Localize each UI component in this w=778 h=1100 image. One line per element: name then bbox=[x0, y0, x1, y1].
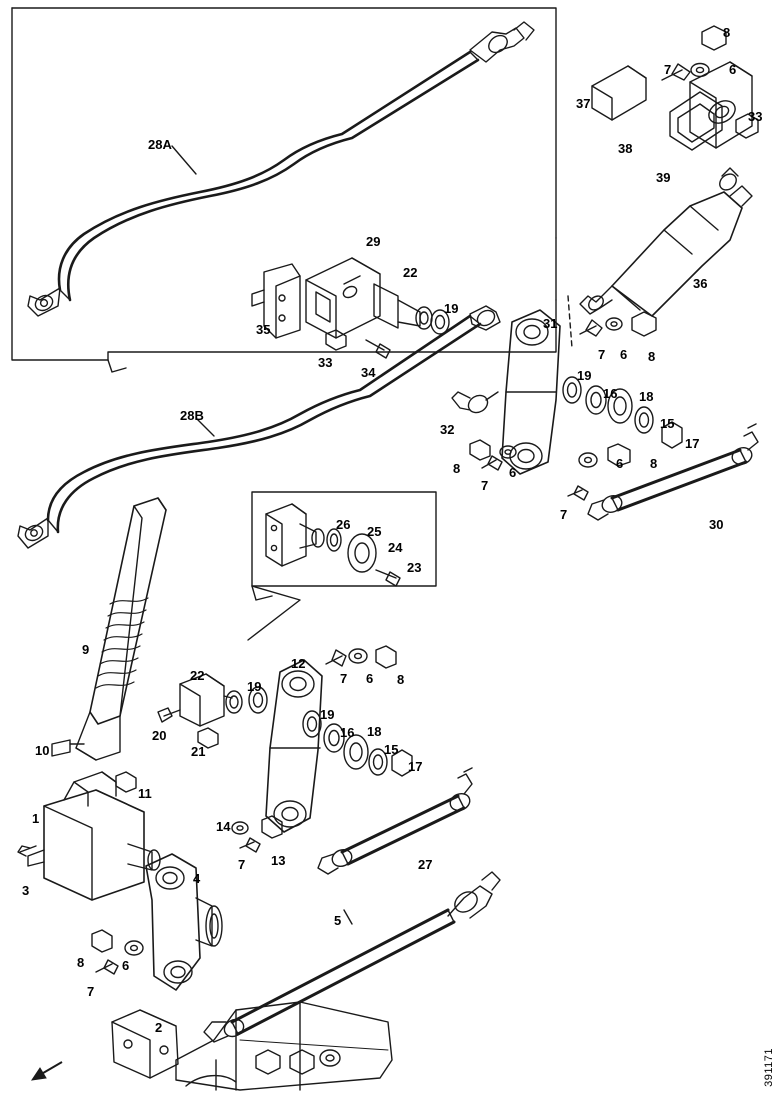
callout-5: 5 bbox=[334, 913, 342, 928]
leader-5 bbox=[344, 910, 352, 924]
callout-19-a: 19 bbox=[444, 301, 459, 316]
part-19-bearing-d bbox=[303, 711, 321, 737]
part-12-bellcrank bbox=[266, 660, 322, 832]
part-7-bolt-g bbox=[326, 650, 346, 666]
part-7-bolt-h bbox=[240, 838, 260, 852]
callout-10: 10 bbox=[35, 743, 50, 758]
callout-26: 26 bbox=[336, 517, 351, 532]
callout-6-c: 6 bbox=[509, 465, 517, 480]
part-6-washer-cyl bbox=[606, 318, 622, 330]
part-7-bolt-cyl bbox=[580, 320, 602, 336]
part-11-nut bbox=[116, 772, 136, 792]
part-28b-drag-link bbox=[18, 306, 500, 548]
part-6-washer-f bbox=[125, 941, 143, 955]
part-34-bolt-a bbox=[366, 340, 390, 358]
callout-6-e: 6 bbox=[366, 671, 374, 686]
callout-7-e: 7 bbox=[340, 671, 348, 686]
callout-27: 27 bbox=[418, 857, 433, 872]
callout-7-b: 7 bbox=[598, 347, 606, 362]
callout-30: 30 bbox=[709, 517, 724, 532]
callout-33-a: 33 bbox=[748, 109, 763, 124]
part-2-frame bbox=[112, 1002, 392, 1090]
callout-8-e: 8 bbox=[397, 672, 405, 687]
part-8-nut-c bbox=[470, 440, 490, 460]
callout-16-a: 16 bbox=[603, 386, 618, 401]
part-6-washer-g bbox=[349, 649, 367, 663]
part-15-ring-b bbox=[635, 407, 653, 433]
callout-7-c: 7 bbox=[481, 478, 489, 493]
callout-8-f: 8 bbox=[77, 955, 85, 970]
part-8-nut-cyl bbox=[632, 312, 656, 336]
callout-13: 13 bbox=[271, 853, 286, 868]
callout-32: 32 bbox=[440, 422, 455, 437]
callout-31: 31 bbox=[543, 316, 558, 331]
callout-19-d: 19 bbox=[320, 707, 335, 722]
part-4-pitman-arm bbox=[146, 854, 222, 990]
figure-code: 391171 bbox=[763, 1048, 775, 1087]
callout-6-a: 6 bbox=[729, 62, 737, 77]
part-7-bolt-f bbox=[96, 960, 118, 974]
callout-9: 9 bbox=[82, 642, 90, 657]
part-23-bolt bbox=[376, 570, 400, 586]
callout-24: 24 bbox=[388, 540, 403, 555]
callout-19-c: 19 bbox=[247, 679, 262, 694]
callout-25: 25 bbox=[367, 524, 382, 539]
callout-23: 23 bbox=[407, 560, 422, 575]
callout-11: 11 bbox=[138, 786, 152, 801]
part-9-steering-column bbox=[76, 498, 166, 760]
part-38-gasket bbox=[670, 92, 722, 150]
callout-17-b: 17 bbox=[408, 759, 423, 774]
part-24-disc bbox=[348, 534, 376, 572]
callout-17-a: 17 bbox=[685, 436, 700, 451]
callout-15-b: 15 bbox=[384, 742, 399, 757]
callout-14: 14 bbox=[216, 819, 231, 834]
callout-29: 29 bbox=[366, 234, 381, 249]
callout-39: 39 bbox=[656, 170, 671, 185]
callout-19-b: 19 bbox=[577, 368, 592, 383]
part-8-nut-g bbox=[376, 646, 396, 668]
callout-12: 12 bbox=[291, 656, 306, 671]
callout-7-f: 7 bbox=[238, 857, 246, 872]
inset-pointer-a bbox=[108, 360, 126, 372]
part-29-housing bbox=[306, 258, 380, 338]
part-36-cylinder bbox=[580, 168, 752, 316]
callout-34: 34 bbox=[361, 365, 376, 380]
leader-28a bbox=[172, 146, 196, 174]
callout-18-b: 18 bbox=[367, 724, 382, 739]
part-5-drag-link bbox=[204, 872, 500, 1042]
part-10-fitting bbox=[52, 740, 84, 756]
callout-18-a: 18 bbox=[639, 389, 654, 404]
part-6-washer-top bbox=[691, 64, 709, 77]
callout-8-c: 8 bbox=[453, 461, 461, 476]
part-37-bracket bbox=[592, 66, 646, 120]
callout-28B: 28B bbox=[180, 408, 204, 423]
callout-36: 36 bbox=[693, 276, 708, 291]
callout-8-b: 8 bbox=[648, 349, 656, 364]
part-28a-drag-link bbox=[28, 22, 534, 316]
callout-4: 4 bbox=[193, 871, 201, 886]
callout-8-a: 8 bbox=[723, 25, 731, 40]
callout-33-b: 33 bbox=[318, 355, 333, 370]
part-14-washer bbox=[232, 822, 248, 834]
callout-7-d: 7 bbox=[560, 507, 568, 522]
callout-37: 37 bbox=[576, 96, 591, 111]
callout-7-g: 7 bbox=[87, 984, 95, 999]
part-25-seal bbox=[327, 529, 341, 551]
part-18-washer-e bbox=[344, 735, 368, 769]
part-8-nut-f bbox=[92, 930, 112, 952]
part-6-washer-d bbox=[579, 453, 597, 467]
callout-20: 20 bbox=[152, 728, 167, 743]
callout-7-a: 7 bbox=[664, 62, 672, 77]
part-27-tie-rod bbox=[318, 768, 472, 874]
part-30-tie-rod bbox=[588, 424, 758, 520]
callout-6-f: 6 bbox=[122, 958, 130, 973]
callout-15-a: 15 bbox=[660, 416, 675, 431]
part-31-bellcrank bbox=[502, 310, 560, 474]
callout-6-b: 6 bbox=[620, 347, 628, 362]
assembly-axis-36 bbox=[568, 296, 572, 348]
callout-38: 38 bbox=[618, 141, 633, 156]
callout-28A: 28A bbox=[148, 137, 172, 152]
callout-8-d: 8 bbox=[650, 456, 658, 471]
callout-1: 1 bbox=[32, 811, 40, 826]
callout-35: 35 bbox=[256, 322, 271, 337]
part-22-shaft bbox=[374, 284, 432, 329]
part-20-bolt bbox=[158, 708, 180, 722]
direction-arrow-icon bbox=[28, 1060, 64, 1082]
callout-16-b: 16 bbox=[340, 725, 355, 740]
callout-6-d: 6 bbox=[616, 456, 624, 471]
callout-3: 3 bbox=[22, 883, 30, 898]
callout-22-b: 22 bbox=[190, 668, 205, 683]
part-26-flange bbox=[266, 504, 324, 566]
callout-21: 21 bbox=[191, 744, 206, 759]
part-32-link-end bbox=[452, 392, 498, 416]
part-7-bolt-e bbox=[568, 486, 588, 500]
callout-2: 2 bbox=[155, 1020, 163, 1035]
callout-22-a: 22 bbox=[403, 265, 418, 280]
